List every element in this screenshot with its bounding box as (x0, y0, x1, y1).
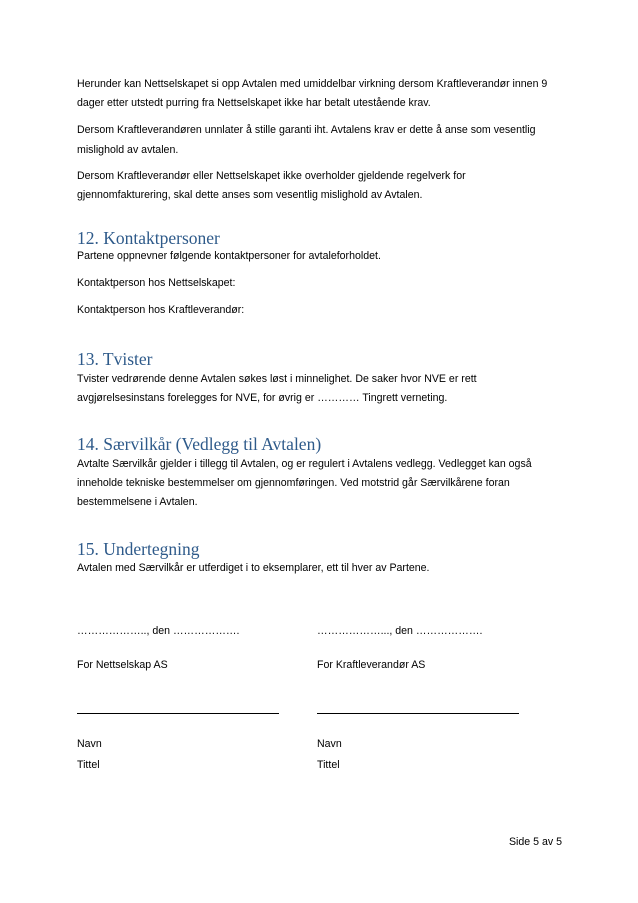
paragraph-line: Herunder kan Nettselskapet si opp Avtalen med umiddelbar virkning dersom Kraftleverandør innen 9 (77, 78, 548, 90)
left-place-date: ……………….., den ………………. (77, 625, 240, 637)
section-heading: 12. Kontaktpersoner (77, 228, 220, 248)
paragraph-line: inneholde tekniske bestemmelser om gjennomføringen. Ved motstrid går Særvilkårene foran (77, 477, 510, 489)
paragraph-line: Avtalte Særvilkår gjelder i tillegg til Avtalen, og er regulert i Avtalens vedlegg. Vedlegget kan også (77, 458, 532, 470)
paragraph-line: Dersom Kraftleverandøren unnlater å stille garanti iht. Avtalens krav er dette å anse som vesentlig (77, 124, 536, 136)
paragraph-line: mislighold av avtalen. (77, 144, 179, 156)
right-title-label: Tittel (317, 759, 340, 771)
left-signature-line (77, 713, 279, 714)
right-party-label: For Kraftleverandør AS (317, 659, 426, 671)
left-title-label: Tittel (77, 759, 100, 771)
section-heading: 14. Særvilkår (Vedlegg til Avtalen) (77, 434, 322, 454)
page-number: Side 5 av 5 (508, 836, 562, 848)
contact-supplier-label: Kontaktperson hos Kraftleverandør: (77, 304, 245, 316)
left-name-label: Navn (77, 738, 102, 750)
paragraph-line: Tvister vedrørende denne Avtalen søkes løst i minnelighet. De saker hvor NVE er rett (77, 373, 477, 385)
right-place-date: ………………..., den ………………. (317, 625, 483, 637)
contact-network-label: Kontaktperson hos Nettselskapet: (77, 277, 236, 289)
paragraph-line: Dersom Kraftleverandør eller Nettselskapet ikke overholder gjeldende regelverk for (77, 170, 466, 182)
paragraph-line: gjennomfakturering, skal dette anses som vesentlig mislighold av Avtalen. (77, 189, 423, 201)
right-name-label: Navn (317, 738, 342, 750)
paragraph-line: dager etter utstedt purring fra Nettselskapet ikke har betalt utestående krav. (77, 97, 431, 109)
paragraph-line: bestemmelsene i Avtalen. (77, 496, 198, 508)
paragraph-line: avgjørelsesinstans forelegges for NVE, for øvrig er ………… Tingrett verneting. (77, 392, 448, 404)
section-heading: 13. Tvister (77, 349, 153, 369)
right-signature-line (317, 713, 519, 714)
left-party-label: For Nettselskap AS (77, 659, 168, 671)
paragraph-line: Avtalen med Særvilkår er utferdiget i to eksemplarer, ett til hver av Partene. (77, 562, 430, 574)
section-heading: 15. Undertegning (77, 539, 200, 559)
paragraph-line: Partene oppnevner følgende kontaktpersoner for avtaleforholdet. (77, 250, 381, 262)
